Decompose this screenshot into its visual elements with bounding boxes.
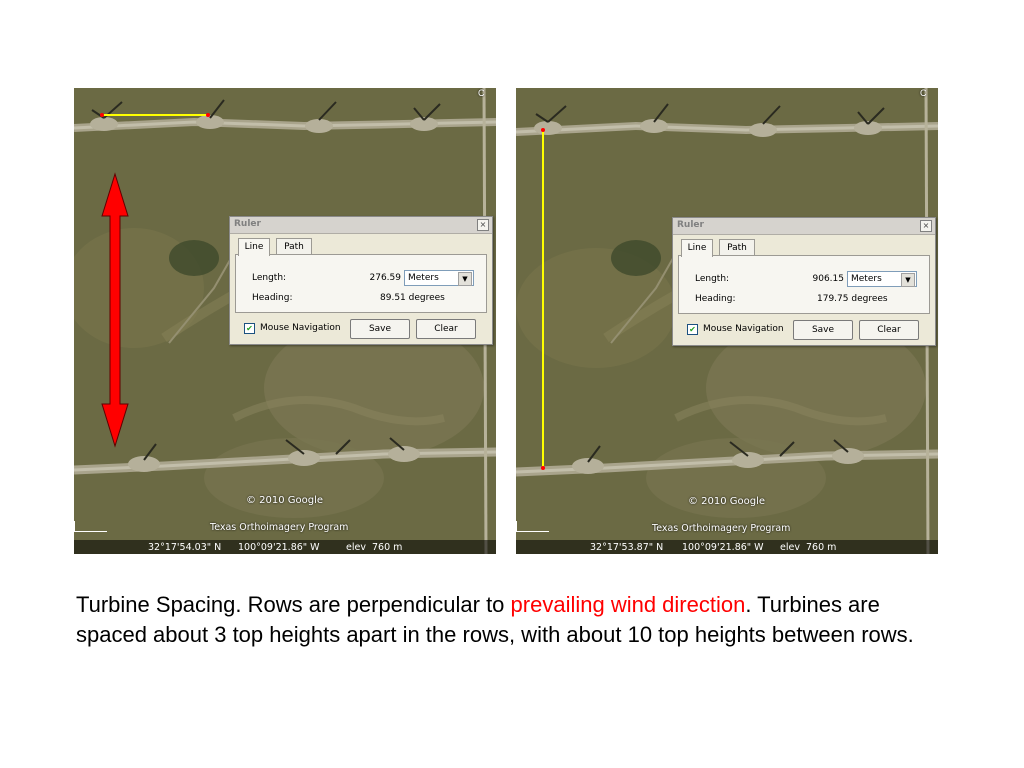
length-value: 276.59 [369,273,401,283]
elevation-readout: elev 760 m [780,542,837,553]
checkmark-icon: ✔ [246,324,253,333]
clear-button[interactable]: Clear [416,319,476,339]
close-icon[interactable]: × [477,219,489,231]
length-value: 906.15 [812,274,844,284]
longitude-readout: 100°09'21.86" W [682,542,764,553]
tab-line[interactable]: Line [238,238,270,256]
checkmark-icon: ✔ [689,325,696,334]
save-button[interactable]: Save [793,320,853,340]
caption-text-end: . Turbines are spaced about 3 top heights apart in the rows, with about 10 top heights between rows. [76,592,914,647]
longitude-readout: 100°09'21.86" W [238,542,320,553]
save-button[interactable]: Save [350,319,410,339]
clear-button[interactable]: Clear [859,320,919,340]
status-bar [74,540,496,554]
scale-bar [516,521,549,532]
ruler-title: Ruler [677,220,704,230]
heading-value: 89.51 degrees [380,293,445,303]
unit-dropdown-value: Meters [851,274,882,284]
length-label: Length: [695,274,730,284]
ruler-title: Ruler [234,219,261,229]
close-icon[interactable]: × [920,220,932,232]
status-bar [516,540,938,554]
mouse-navigation-label[interactable]: Mouse Navigation [260,323,341,333]
tab-path[interactable]: Path [276,238,312,255]
tab-line[interactable]: Line [681,239,713,257]
compass-letter: C [478,88,485,98]
tab-path[interactable]: Path [719,239,755,256]
slide-caption [76,590,956,650]
mouse-navigation-label[interactable]: Mouse Navigation [703,324,784,334]
ruler-titlebar[interactable] [673,218,935,235]
dropdown-arrow-icon[interactable]: ▼ [901,273,915,287]
heading-label: Heading: [695,294,736,304]
elevation-readout: elev 760 m [346,542,403,553]
ruler-tab-panel [235,254,487,313]
compass-letter: C [920,88,927,98]
imagery-provider-text: Texas Orthoimagery Program [652,523,791,534]
latitude-readout: 32°17'54.03" N [148,542,222,553]
latitude-readout: 32°17'53.87" N [590,542,664,553]
ruler-dialog[interactable] [672,217,936,346]
mouse-navigation-checkbox[interactable] [687,324,698,335]
ruler-tab-panel [678,255,930,314]
caption-highlight: prevailing wind direction [510,592,746,617]
ruler-dialog[interactable] [229,216,493,345]
dropdown-arrow-icon[interactable]: ▼ [458,272,472,286]
length-label: Length: [252,273,287,283]
ruler-titlebar[interactable] [230,217,492,234]
scale-bar [74,521,107,532]
unit-dropdown-value: Meters [408,273,439,283]
mouse-navigation-checkbox[interactable] [244,323,255,334]
double-headed-arrow-icon [100,172,130,448]
copyright-text: © 2010 Google [246,495,324,506]
caption-text-start: Turbine Spacing. Rows are perpendicular to [76,592,511,617]
heading-value: 179.75 degrees [817,294,888,304]
heading-label: Heading: [252,293,293,303]
copyright-text: © 2010 Google [688,496,766,507]
unit-dropdown[interactable] [847,271,917,287]
unit-dropdown[interactable] [404,270,474,286]
imagery-provider-text: Texas Orthoimagery Program [210,522,349,533]
